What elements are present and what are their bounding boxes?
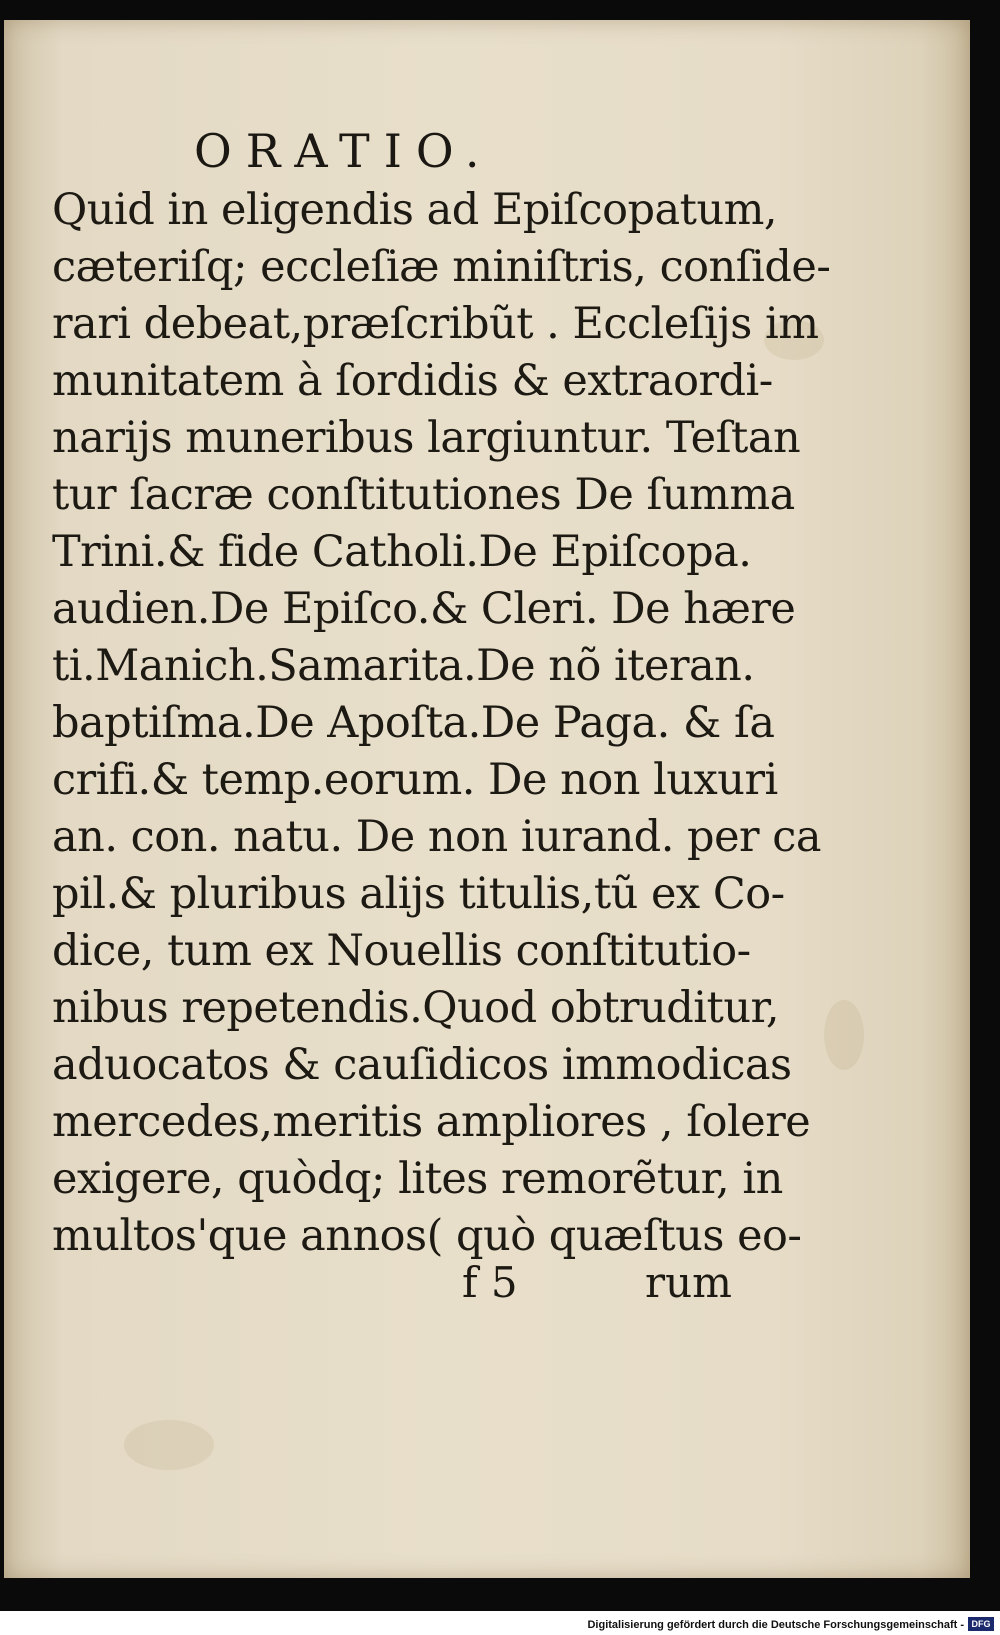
text-line: pil.& pluribus alijs titulis,tũ ex Co- [52,869,785,919]
digitization-footer [0,1611,1000,1635]
page-foot [52,1258,732,1318]
foxing-spot [824,1000,864,1070]
text-line: nibus repetendis.Quod obtruditur, [52,983,780,1033]
funding-credit: Digitalisierung gefördert durch die Deutsche Forschungsgemeinschaft - [587,1619,964,1631]
text-line: dice, tum ex Nouellis conſtitutio- [52,926,751,976]
text-line: narijs muneribus largiuntur. Teſtan [52,413,801,463]
signature-mark: f 5 [462,1258,518,1307]
text-line: cæteriſq; eccleſiæ miniſtris, conſide- [52,242,831,292]
text-line: audien.De Epiſco.& Cleri. De hære [52,584,796,634]
text-block [52,182,831,1265]
text-line: multos'que annos( quò quæſtus eo- [52,1211,802,1261]
text-line: crifi.& temp.eorum. De non luxuri [52,755,778,805]
text-line: ti.Manich.Samarita.De nõ iteran. [52,641,755,691]
text-line: tur ſacræ conſtitutiones De ſumma [52,470,795,520]
dfg-logo: DFG [968,1617,994,1631]
text-line: mercedes,meritis ampliores , ſolere [52,1097,811,1147]
foxing-spot [124,1420,214,1470]
running-head: ORATIO. [194,124,494,178]
text-line: baptiſma.De Apoſta.De Paga. & ſa [52,698,775,748]
catchword: rum [645,1258,732,1307]
text-line: exigere, quòdq; lites remorẽtur, in [52,1154,783,1204]
text-line: Trini.& fide Catholi.De Epiſcopa. [52,527,752,577]
text-line: Quid in eligendis ad Epiſcopatum, [52,185,778,235]
text-line: an. con. natu. De non iurand. per ca [52,812,821,862]
text-line: rari debeat,præſcribũt . Eccleſijs im [52,299,819,349]
text-line: munitatem à ſordidis & extraordi- [52,356,773,406]
text-line: aduocatos & cauſidicos immodicas [52,1040,792,1090]
book-page [4,20,970,1578]
